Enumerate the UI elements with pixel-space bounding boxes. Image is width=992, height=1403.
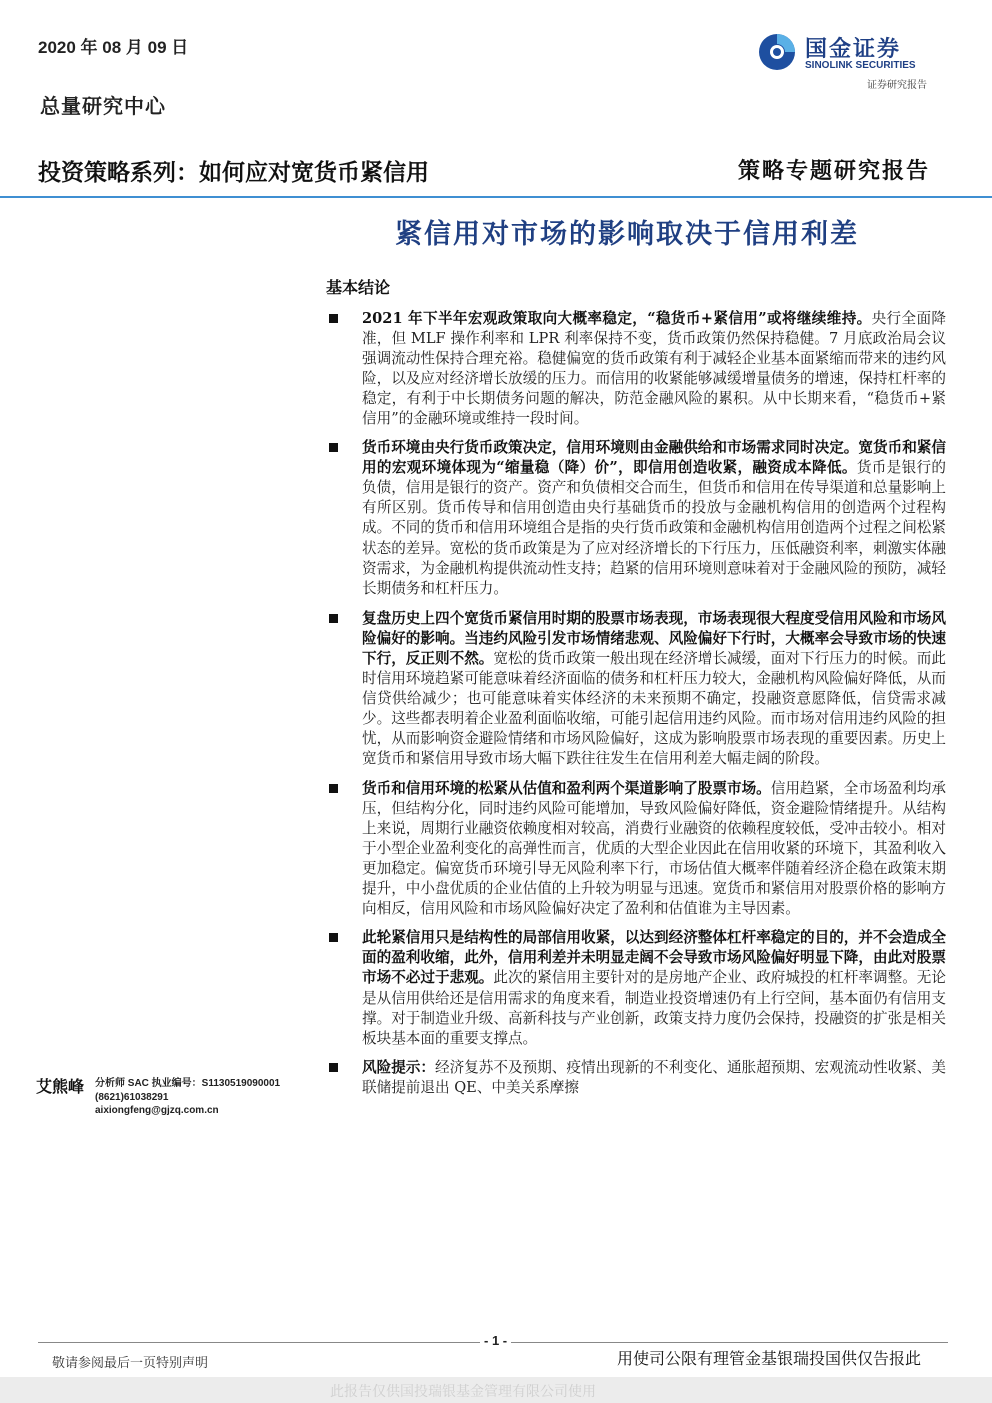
watermark-text: 此报告仅供国投瑞银基金管理有限公司使用 — [330, 1383, 596, 1399]
bullet-square-icon — [329, 443, 338, 452]
department-name: 总量研究中心 — [40, 94, 166, 118]
conclusion-body: 货币是银行的负债，信用是银行的资产。资产和负债相交合而生，但货币和信用在传导渠道和总量影响上有所区别。货币传导和信用创造由央行基础货币的投放与金融机构信用的创造两个过程构成。不同的货币和信用环境组合是指的央行货币政策和金融机构信用创造两个过程之间松紧状态的差异。宽松的货币政策是为了应对经济增长的下行压力，压低融资利率，刺激实体融资需求，为金融机构提供流动性支持；趋紧的信用环境则意味着对于金融风险的预防，减轻长期债务和杠杆压力。 — [362, 459, 946, 597]
conclusion-item — [326, 438, 946, 598]
page-number: - 1 - — [480, 1333, 511, 1348]
logo-english-name: SINOLINK SECURITIES — [805, 60, 916, 71]
conclusion-body: 信用趋紧，全市场盈利均承压，但结构分化，同时违约风险可能增加，导致风险偏好降低，资金避险情绪提升。从结构上来说，周期行业融资依赖度相对较高，消费行业融资的依赖程度较低，受冲击较小。相对于小型企业盈利变化的高弹性而言，优质的大型企业因此在信用收紧的环境下，其盈利收入更加稳定。偏宽货币环境引导无风险利率下行，市场估值大概率伴随着经济企稳在政策末期提升，中小盘优质的企业估值的上升较为明显与迅速。宽货币和紧信用对股票价格的影响方向相反，信用风险和市场风险偏好决定了盈利和估值谁为主导因素。 — [362, 780, 946, 918]
conclusion-item — [326, 1058, 946, 1098]
conclusion-lead: 货币环境由央行货币政策决定，信用环境则由金融供给和市场需求同时决定。宽货币和紧信用的宏观环境体现为“缩量稳（降）价”，即信用创造收紧，融资成本降低。 — [362, 439, 946, 477]
section-heading: 基本结论 — [326, 278, 391, 297]
bullet-square-icon — [329, 314, 338, 323]
conclusion-lead: 此轮紧信用只是结构性的局部信用收紧，以达到经济整体杠杆率稳定的目的，并不会造成全面的盈利收缩，此外，信用利差并未明显走阔不会导致市场风险偏好明显下降，由此对股票市场不必过于悲观。 — [362, 929, 946, 987]
conclusion-body: 宽松的货币政策一般出现在经济增长减缓，面对下行压力的时候。而此时信用环境趋紧可能意味着经济面临的债务和杠杆压力较大，金融机构风险偏好降低，从而信贷供给减少；也可能意味着实体经济的未来预期不确定，投融资意愿降低，信贷需求减少。这些都表明着企业盈利面临收缩，可能引起信用违约风险。而市场对信用违约风险的担忧，从而影响资金避险情绪和市场风险偏好，这成为影响股票市场表现的重要因素。历史上宽货币和紧信用导致市场大幅下跌往往发生在信用利差大幅走阔的阶段。 — [362, 649, 946, 767]
bullet-square-icon — [329, 933, 338, 942]
risk-body: 经济复苏不及预期、疫情出现新的不利变化、通胀超预期、宏观流动性收紧、美联储提前退出 QE、中美关系摩擦 — [362, 1058, 946, 1096]
conclusion-item — [326, 309, 946, 429]
conclusion-lead: 货币和信用环境的松紧从估值和盈利两个渠道影响了股票市场。 — [362, 780, 771, 798]
logo-subtitle: 证券研究报告 — [867, 80, 927, 91]
analyst-name: 艾熊峰 — [36, 1077, 85, 1096]
usage-note: 用使司公限有理管金基银瑞投国供仅告报此 — [617, 1351, 922, 1368]
conclusion-body: 此次的紧信用主要针对的是房地产企业、政府城投的杠杆率调整。无论是从信用供给还是信用需求的角度来看，制造业投资增速仍有上行空间，基本面仍有信用支撑。对于制造业升级、高新科技与产业创新，政策支持力度仍会保持，投融资的扩张是相关板块基本面的重要支撑点。 — [362, 969, 946, 1047]
logo-chinese-name: 国金证券 — [805, 36, 902, 61]
analyst-email[interactable]: aixiongfeng@gjzq.com.cn — [95, 1105, 219, 1116]
conclusion-body: 央行全面降准，但 MLF 操作利率和 LPR 利率保持不变，货币政策仍然保持稳健。7 月底政治局会议强调流动性保持合理充裕。稳健偏宽的货币政策有利于减轻企业基本面紧缩而带来的违约风险，以及应对经济增长放缓的压力。而信用的收紧能够减缓增量债务的增速，保持杠杆率的稳定，有利于中长期债务问题的解决，防范金融风险的累积。从中长期来看，“稳货币+紧信用”的金融环境或维持一段时间。 — [362, 310, 946, 428]
report-date: 2020 年 08 月 09 日 — [38, 38, 189, 57]
conclusion-list — [326, 309, 946, 1098]
company-logo — [757, 30, 957, 92]
report-type: 策略专题研究报告 — [738, 158, 931, 184]
header-divider — [0, 196, 992, 198]
logo-mark-icon — [757, 32, 797, 72]
conclusion-lead: 2021 年下半年宏观政策取向大概率稳定，“稳货币+紧信用”或将继续维持。 — [362, 310, 872, 327]
analyst-role: 分析师 SAC 执业编号： — [95, 1078, 202, 1089]
conclusion-item — [326, 928, 946, 1048]
conclusion-item — [326, 779, 946, 919]
disclaimer-note: 敬请参阅最后一页特别声明 — [52, 1356, 209, 1371]
analyst-license: S1130519090001 — [201, 1078, 281, 1089]
conclusion-item — [326, 609, 946, 769]
bullet-square-icon — [329, 614, 338, 623]
analyst-info — [95, 1077, 280, 1118]
risk-label: 风险提示： — [362, 1058, 435, 1076]
report-main-title: 投资策略系列：如何应对宽货币紧信用 — [38, 159, 429, 185]
conclusion-lead: 复盘历史上四个宽货币紧信用时期的股票市场表现，市场表现很大程度受信用风险和市场风险偏好的影响。当违约风险引发市场情绪悲观、风险偏好下行时，大概率会导致市场的快速下行，反正则不然。 — [362, 609, 946, 667]
report-subtitle: 紧信用对市场的影响取决于信用利差 — [395, 219, 859, 250]
bullet-square-icon — [329, 784, 338, 793]
bullet-square-icon — [329, 1063, 338, 1072]
analyst-phone: (8621)61038291 — [95, 1091, 169, 1103]
